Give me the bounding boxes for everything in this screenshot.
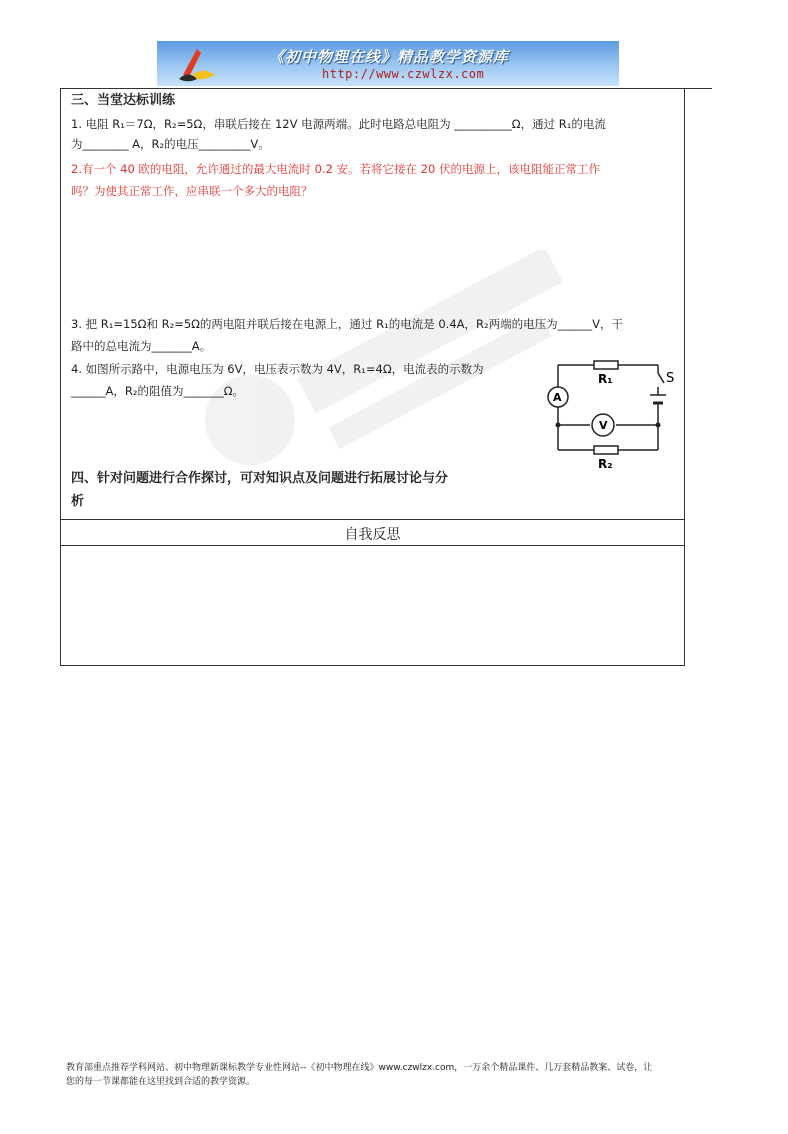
divider-line xyxy=(60,545,685,546)
banner-url[interactable]: http://www.czwlzx.com xyxy=(322,67,485,81)
section4-line1: 四、针对问题进行合作探讨，可对知识点及问题进行拓展讨论与分 xyxy=(71,471,449,486)
question4-line1: 4. 如图所示路中，电源电压为 6V，电压表示数为 4V，R₁=4Ω，电流表的示数为 xyxy=(71,362,484,376)
label-r1: R₁ xyxy=(598,372,613,386)
question1-line1: 1. 电阻 R₁＝7Ω，R₂=5Ω，串联后接在 12V 电源两端。此时电路总电阻为 __________Ω，通过 R₁的电流 xyxy=(71,117,606,131)
banner-title: 《初中物理在线》精品教学资源库 xyxy=(269,48,510,66)
label-switch: S xyxy=(666,371,675,386)
header-banner xyxy=(157,41,619,86)
divider-line xyxy=(60,519,685,520)
question3-line1: 3. 把 R₁=15Ω和 R₂=5Ω的两电阻并联后接在电源上，通过 R₁的电流是 0.4A，R₂两端的电压为______V，干 xyxy=(71,317,623,331)
question4-line2: ______A，R₂的阻值为_______Ω。 xyxy=(71,384,245,398)
question1-line2: 为________ A，R₂的电压_________V。 xyxy=(71,137,270,151)
logo-icon xyxy=(175,45,219,83)
question2-line2: 吗？为使其正常工作，应串联一个多大的电阻？ xyxy=(71,184,313,198)
label-r2: R₂ xyxy=(598,457,613,471)
reflection-title: 自我反思 xyxy=(344,527,401,543)
table-top-border xyxy=(60,88,712,89)
footer-note xyxy=(66,1061,652,1089)
section3-heading: 三、当堂达标训练 xyxy=(71,93,176,108)
label-ammeter: A xyxy=(553,391,562,404)
question3-line2: 路中的总电流为_______A。 xyxy=(71,339,212,353)
question2-line1: 2.有一个 40 欧的电阻，允许通过的最大电流时 0.2 安。若将它接在 20 伏的电源上，该电阻能正常工作 xyxy=(71,162,600,176)
resistor-r2 xyxy=(594,446,618,454)
section4-line2: 析 xyxy=(71,494,85,509)
label-voltmeter: V xyxy=(599,419,608,432)
circuit-diagram xyxy=(540,355,680,475)
footer-line2: 您的每一节课都能在这里找到合适的教学资源。 xyxy=(66,1077,256,1087)
resistor-r1 xyxy=(594,361,618,369)
footer-line1: 教育部重点推荐学科网站、初中物理新课标教学专业性网站--《初中物理在线》www.czwlzx.com，一万余个精品课件、几万套精品教案、试卷，让 xyxy=(66,1063,653,1073)
